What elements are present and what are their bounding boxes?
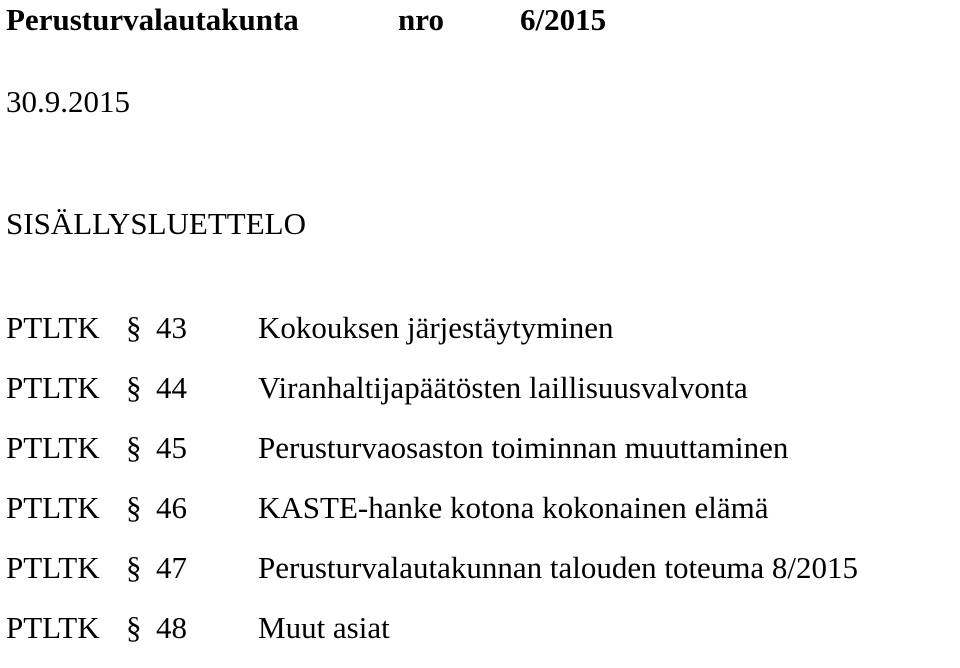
toc-title: Perusturvalautakunnan talouden toteuma 8/2015 bbox=[258, 550, 859, 585]
toc-row bbox=[6, 368, 956, 428]
toc-code: PTLTK bbox=[6, 550, 100, 585]
toc-title: Kokouksen järjestäytyminen bbox=[258, 310, 614, 345]
nro-label: nro bbox=[398, 2, 444, 37]
meeting-number: 6/2015 bbox=[520, 2, 607, 37]
toc-row bbox=[6, 608, 956, 668]
toc-code: PTLTK bbox=[6, 430, 100, 465]
meeting-date: 30.9.2015 bbox=[6, 84, 130, 119]
toc-number: 46 bbox=[156, 490, 187, 525]
toc-heading: SISÄLLYSLUETTELO bbox=[6, 206, 306, 241]
toc-code: PTLTK bbox=[6, 490, 100, 525]
toc-row bbox=[6, 308, 956, 368]
section-sign: § bbox=[126, 490, 142, 525]
toc-title: Perusturvaosaston toiminnan muuttaminen bbox=[258, 430, 789, 465]
section-sign: § bbox=[126, 310, 142, 345]
toc-title: Viranhaltijapäätösten laillisuusvalvonta bbox=[258, 370, 748, 405]
table-of-contents bbox=[6, 308, 956, 668]
toc-title: KASTE-hanke kotona kokonainen elämä bbox=[258, 490, 769, 525]
toc-row bbox=[6, 428, 956, 488]
toc-code: PTLTK bbox=[6, 310, 100, 345]
toc-code: PTLTK bbox=[6, 370, 100, 405]
toc-number: 48 bbox=[156, 610, 187, 645]
toc-number: 44 bbox=[156, 370, 187, 405]
section-sign: § bbox=[126, 610, 142, 645]
section-sign: § bbox=[126, 550, 142, 585]
organization-name: Perusturvalautakunta bbox=[6, 2, 299, 37]
toc-title: Muut asiat bbox=[258, 610, 390, 645]
toc-row bbox=[6, 488, 956, 548]
toc-row bbox=[6, 548, 956, 608]
toc-number: 43 bbox=[156, 310, 187, 345]
toc-code: PTLTK bbox=[6, 610, 100, 645]
section-sign: § bbox=[126, 430, 142, 465]
toc-number: 47 bbox=[156, 550, 187, 585]
section-sign: § bbox=[126, 370, 142, 405]
toc-number: 45 bbox=[156, 430, 187, 465]
